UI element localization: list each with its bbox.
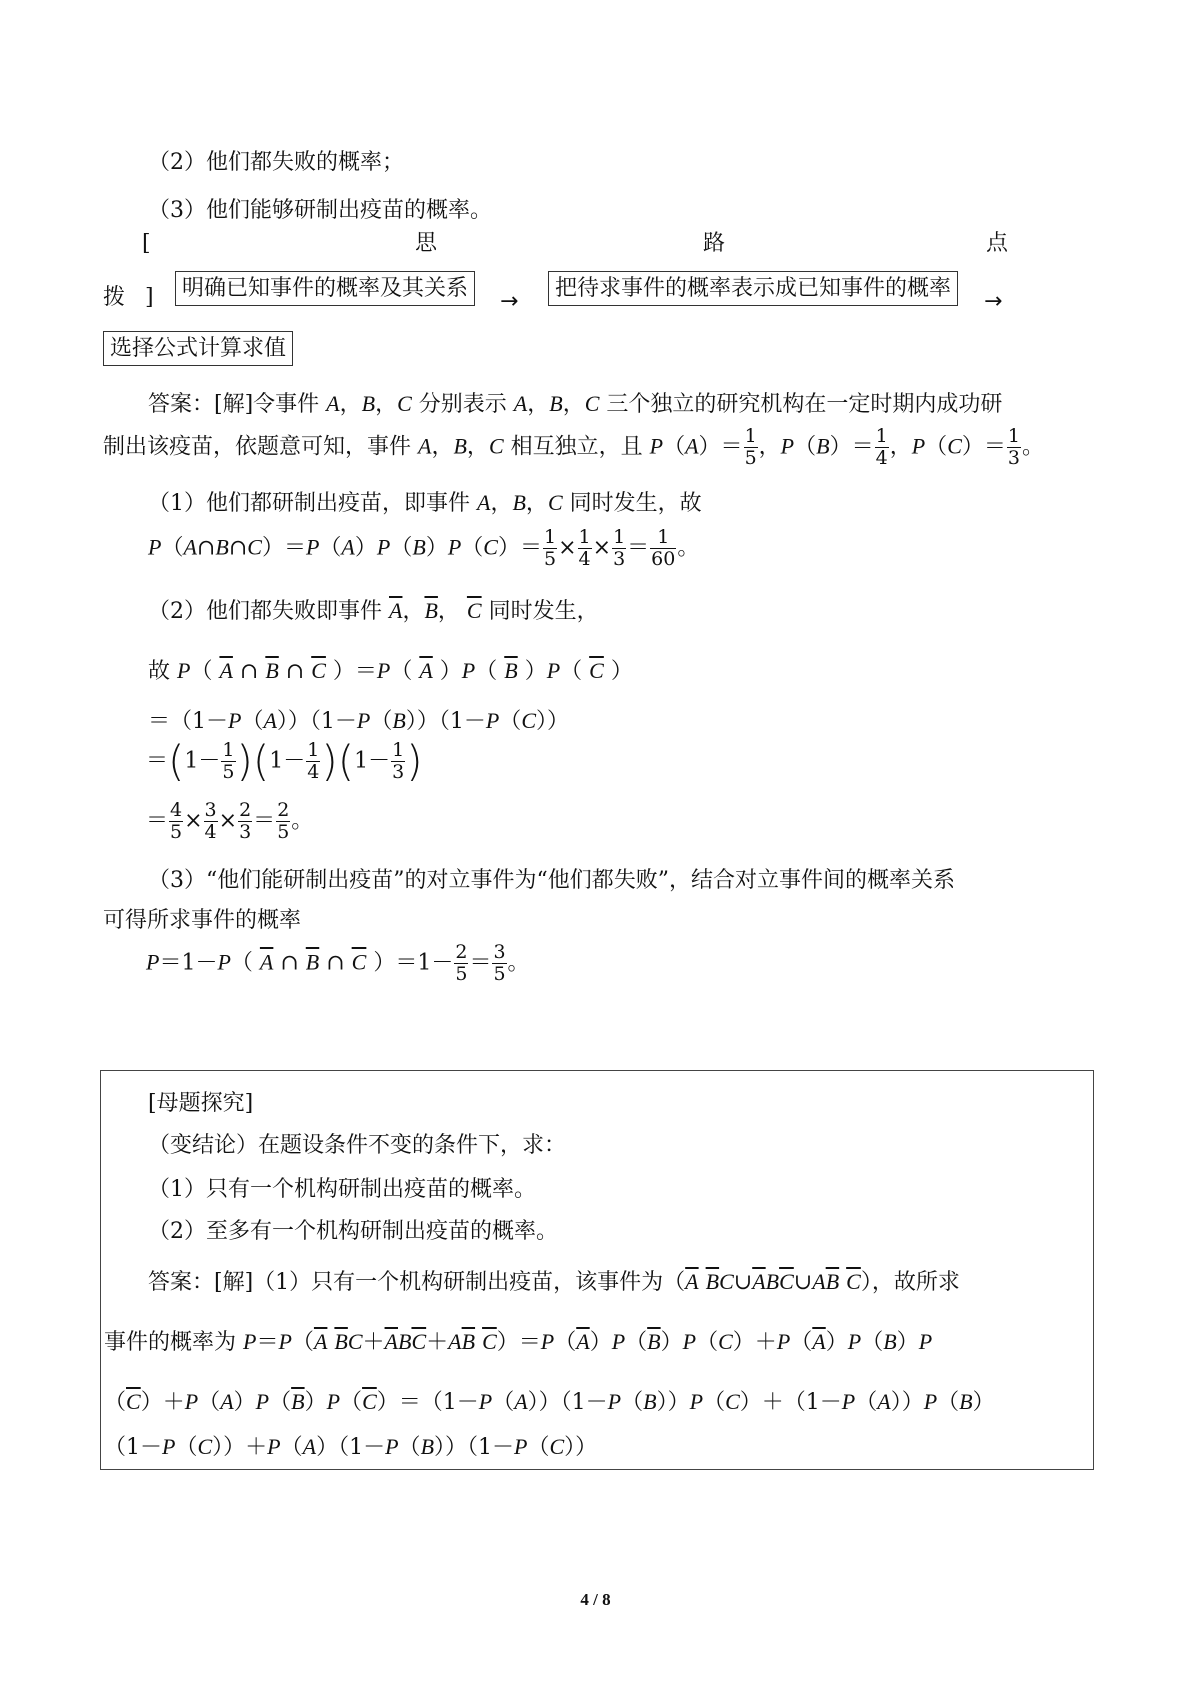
flow-box-known-events: 明确已知事件的概率及其关系 [175, 271, 475, 306]
page-number: 4 / 8 [580, 1590, 611, 1609]
part3-line-3: P＝1－P（ $\overline{A}$ ∩ $\overline{B}$ ∩ $\overline{C}$ ）＝1－ $\frac{2}{5}$ ＝ $\frac{3}{5}$ 。 [146, 941, 530, 985]
explore-answer-1: 答案：[解]（1）只有一个机构研制出疫苗，该事件为（$\overline{A}$ $\overline{B}C\cup\overline{A}B\overline{C}\cup A\overline{B}$ $\overline{C}$），故所求 [148, 1269, 960, 1295]
part2-line-2: ＝（1－P（A））（1－P（B））（1－P（C）） [148, 708, 570, 734]
question-2: （2）他们都失败的概率； [148, 150, 404, 175]
hint-char-dian: 点 [986, 231, 1009, 256]
part1-formula: P（A∩B∩C）＝P（A）P（B）P（C）＝ $\frac{1}{5}$ × $\frac{1}{4}$ × $\frac{1}{3}$ ＝ $\frac{1}{60}$ 。 [148, 526, 700, 570]
explore-title: [母题探究] [148, 1091, 254, 1116]
part2-line-3: ＝(1－ $\frac{1}{5}$ )(1－ $\frac{1}{4}$ )(1－ $\frac{1}{3}$ ) [146, 736, 423, 786]
question-3: （3）他们能够研制出疫苗的概率。 [148, 198, 492, 223]
part3-line-2: 可得所求事件的概率 [103, 908, 302, 933]
explore-answer-4: （1－P（C））＋P（A）（1－P（B））（1－P（C）） [104, 1434, 598, 1460]
explore-line-1: （变结论）在题设条件不变的条件下，求： [148, 1133, 567, 1158]
hint-char-bo: 拨 [103, 285, 126, 310]
answer-line-2: 制出该疫苗，依题意可知，事件 A，B，C 相互独立，且 P（A）＝ $\frac{1}{5}$ ，P（B）＝ $\frac{1}{4}$ ，P（C）＝ $\frac{1}{3}$ 。 [103, 425, 1044, 469]
answer-line-1: 答案：[解]令事件 A，B，C 分别表示 A，B，C 三个独立的研究机构在一定时期内成功研 [148, 391, 1003, 417]
explore-answer-2: 事件的概率为 $P=P(\overline{A}$ $\overline{B}C+\overline{A}B\overline{C}+A\overline{B}$ $\overline{C})=P(\overline{A})P(\overline{B})P(C)+P(\overline{A})P(B)P$ [104, 1329, 933, 1355]
flow-arrow-1: → [500, 289, 519, 314]
explore-box [100, 1070, 1094, 1470]
hint-close-bracket: ] [145, 285, 154, 310]
flow-arrow-2: → [984, 289, 1003, 314]
flow-box-express-target: 把待求事件的概率表示成已知事件的概率 [548, 271, 958, 306]
part1-intro: （1）他们都研制出疫苗，即事件 A，B，C 同时发生，故 [148, 490, 702, 516]
part2-line-4: ＝ $\frac{4}{5}$ × $\frac{3}{4}$ × $\frac{2}{3}$ ＝ $\frac{2}{5}$ 。 [146, 799, 314, 843]
explore-answer-3: $(\overline{C})+P(A)P(\overline{B})P(\overline{C})=(1-P(A))(1-P(B))P(C)+(1-P(A))P(B)$ [104, 1389, 995, 1415]
hint-open-bracket: [ [142, 231, 151, 256]
part2-line-1: 故 P（ $\overline{A}$ ∩ $\overline{B}$ ∩ $\overline{C}$ ）＝P（ $\overline{A}$ ）P（ $\overline{B}$ ）P（ $\overline{C}$ ） [148, 658, 633, 684]
hint-char-lu: 路 [703, 231, 726, 256]
flow-box-choose-formula: 选择公式计算求值 [103, 331, 293, 366]
explore-line-3: （2）至多有一个机构研制出疫苗的概率。 [148, 1219, 558, 1244]
part2-intro: （2）他们都失败即事件 $\overline{A}$，$\overline{B}$， $\overline{C}$ 同时发生， [148, 598, 599, 624]
hint-char-si: 思 [415, 231, 438, 256]
part3-line-1: （3）“他们能研制出疫苗”的对立事件为“他们都失败”，结合对立事件间的概率关系 [148, 868, 955, 893]
explore-line-2: （1）只有一个机构研制出疫苗的概率。 [148, 1177, 536, 1202]
